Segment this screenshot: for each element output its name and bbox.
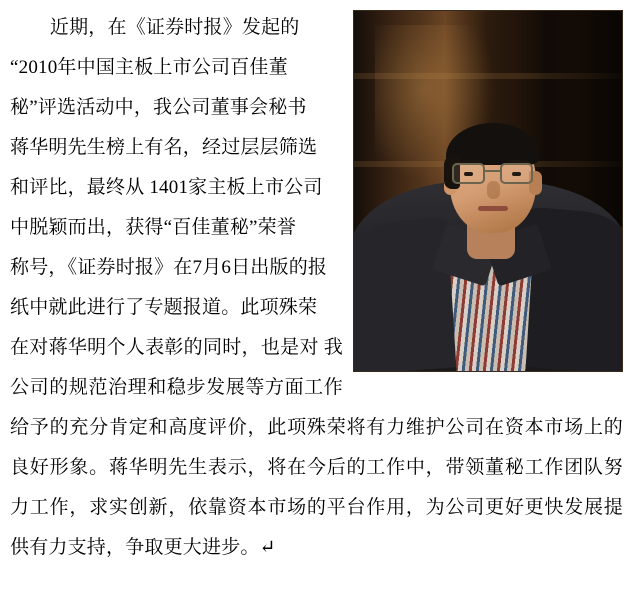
article-line: 在对蒋华明个人表彰的同时，也是对 (10, 337, 319, 358)
article-line: “2010年中国主板上市公司百佳董 (10, 57, 288, 78)
nose (487, 181, 500, 199)
article-line: 和评比，最终从 1401家主板上市公司 (10, 177, 323, 198)
hair (446, 123, 540, 165)
mouth (478, 206, 508, 211)
article-line: 近期，在《证券时报》发起的 (49, 17, 300, 38)
article-paragraph-tail: 我公司的规范治理和稳步发展等方面工作给予的充分肯定和高度评价，此项殊荣将有力维护公司在资本市场上的良好形象。蒋华明先生表示，将在今后的工作中，带领董秘工作团队努力工作，求实创新，依靠资本市场的平台作用，为公司更好更快发展提供有力支持，争取更大进步。↵ (10, 337, 623, 558)
article-line: 纸中就此进行了专题报道。此项殊荣 (10, 297, 318, 318)
portrait-photo-container (353, 10, 623, 372)
article-line: 称号，《证券时报》在7月6日出版的报 (10, 257, 328, 278)
eye-left (464, 172, 473, 176)
article-line: 中脱颖而出，获得“百佳董秘”荣誉 (10, 217, 297, 238)
article-line: 秘”评选活动中，我公司董事会秘书 (10, 97, 307, 118)
eye-right (512, 172, 521, 176)
glasses-bridge (485, 170, 500, 172)
portrait-photo (353, 10, 623, 372)
portrait-subject (354, 103, 622, 371)
article-line: 蒋华明先生榜上有名，经过层层筛选 (10, 137, 318, 158)
